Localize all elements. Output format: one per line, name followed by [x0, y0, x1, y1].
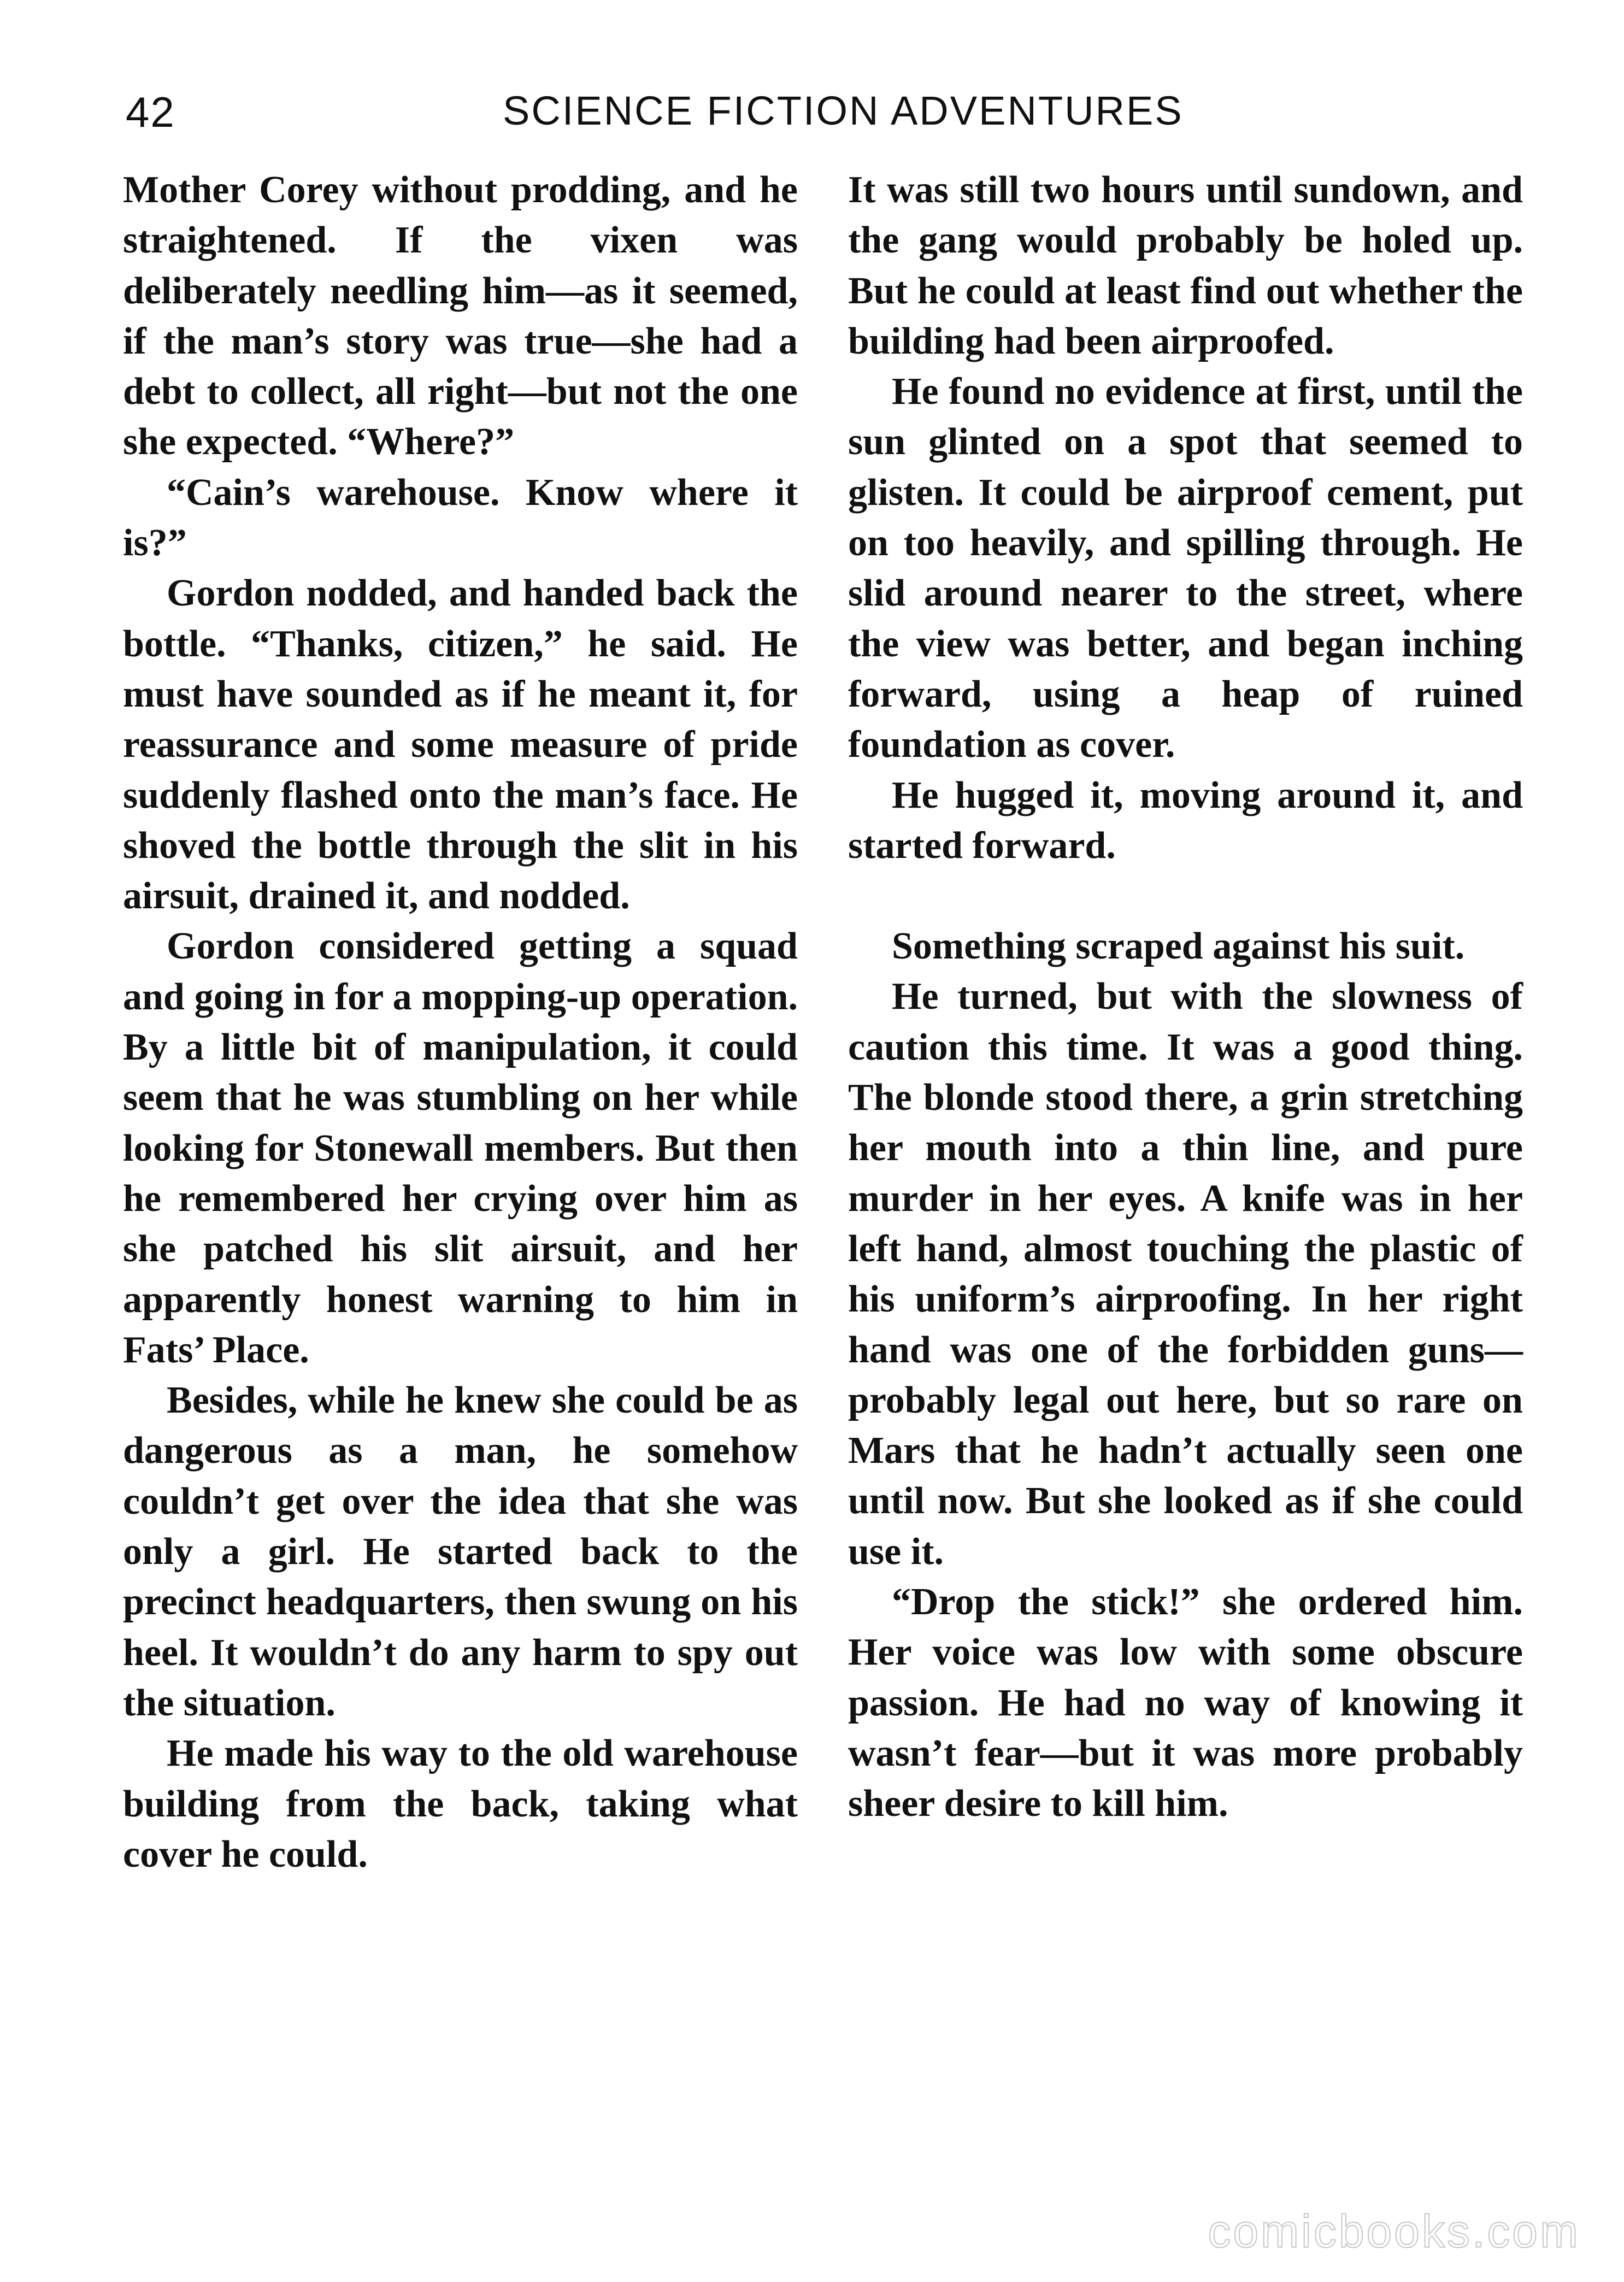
page-number: 42	[126, 88, 175, 136]
paragraph: Mother Corey without prodding, and he straightened. If the vixen was deliberately needling him—as it seemed, if the man’s story was true—she had a debt to collect, all right—but not the one she expected. “Where?”	[123, 169, 798, 463]
running-title: SCIENCE FICTION ADVENTURES	[503, 88, 1184, 133]
paragraph: Besides, while he knew she could be as dangerous as a man, he somehow couldn’t get over the idea that she was only a girl. He started back to the precinct headquarters, then swung on his heel. It wouldn’t do any harm to spy out the situation.	[123, 1379, 798, 1724]
watermark-logo: comicbooks.com	[1208, 2205, 1580, 2257]
paragraph: He made his way to the old warehouse building from the back, taking what cover he could.	[123, 1732, 798, 1875]
page-header	[126, 87, 1525, 153]
paragraph: He turned, but with the slowness of caution this time. It was a good thing. The blonde stood there, a grin stretching her mouth into a thin line, and pure murder in her eyes. A knife was in her left hand, almost touching the plastic of his uniform’s airproofing. In her right hand was one of the forbidden guns—probably legal out here, but so rare on Mars that he hadn’t actually seen one until now. But she looked as if she could use it.	[848, 975, 1523, 1573]
paragraph: “Cain’s warehouse. Know where it is?”	[123, 471, 798, 564]
paragraph: Something scraped against his suit.	[892, 925, 1465, 968]
left-column	[123, 165, 798, 1880]
paragraph: Gordon nodded, and handed back the bottle. “Thanks, citizen,” he said. He must have sounded as if he meant it, for reassurance and some measure of pride suddenly flashed onto the man’s face. He shoved the bottle through the slit in his airsuit, drained it, and nodded.	[123, 572, 798, 917]
paragraph: Gordon considered getting a squad and going in for a mopping-up operation. By a little bit of manipulation, it could seem that he was stumbling on her while looking for Stonewall members. But then he remembered her crying over him as she patched his slit airsuit, and her apparently honest warning to him in Fats’ Place.	[123, 925, 798, 1371]
paragraph: He hugged it, moving around it, and started forward.	[848, 774, 1523, 867]
paragraph: He found no evidence at first, until the sun glinted on a spot that seemed to glisten. It could be airproof cement, put on too heavily, and spilling through. He slid around nearer to the street, where the view was better, and began inching forward, using a heap of ruined foundation as cover.	[848, 370, 1523, 766]
right-column	[848, 165, 1523, 1830]
paragraph: “Drop the stick!” she ordered him. Her voice was low with some obscure passion. He had no way of knowing it wasn’t fear—but it was more probably sheer desire to kill him.	[848, 1581, 1523, 1825]
paragraph: It was still two hours until sundown, and the gang would probably be holed up. But he could at least find out whether the building had been airproofed.	[848, 169, 1523, 362]
